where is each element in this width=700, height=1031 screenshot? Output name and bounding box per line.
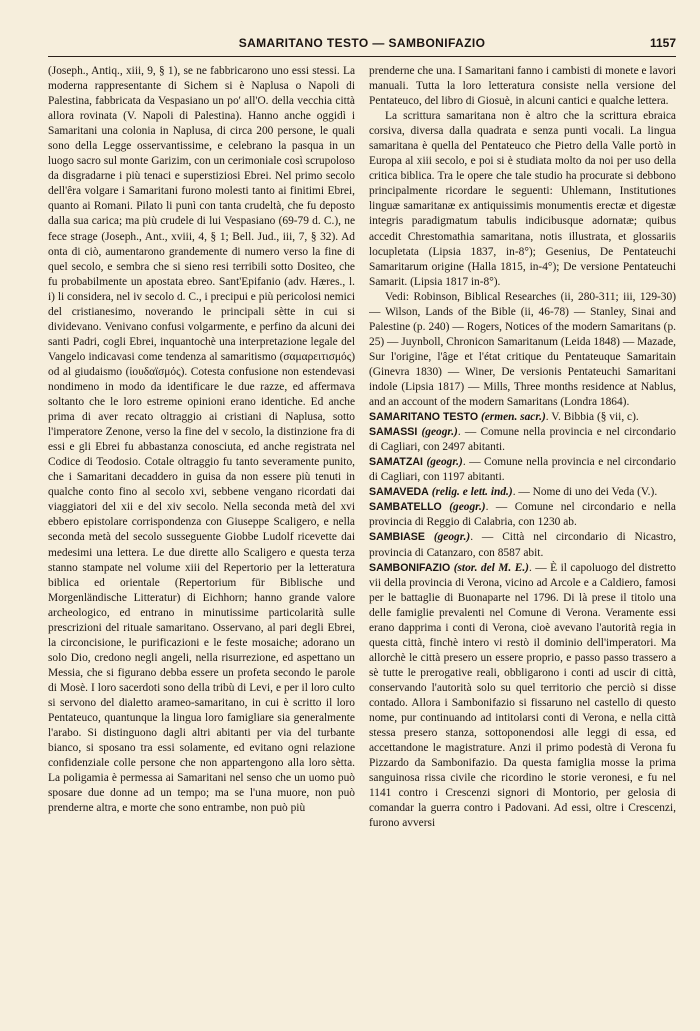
entry-label: (geogr.): [426, 456, 463, 469]
dictionary-entry: [369, 500, 676, 530]
entry-text: . — Nome di uno dei Veda (V.).: [512, 486, 658, 499]
page-header: [48, 36, 676, 57]
dictionary-entry: [369, 561, 676, 832]
running-head: SAMARITANO TESTO — SAMBONIFAZIO: [238, 36, 486, 50]
entry-label: (ermen. sacr.): [480, 411, 546, 424]
dictionary-entry: [369, 530, 676, 560]
entry-label: (relig. e lett. ind.): [431, 486, 513, 499]
entry-headword: SAMBIASE: [369, 531, 425, 544]
entry-headword: SAMBONIFAZIO: [369, 561, 451, 574]
right-column: [369, 64, 676, 1019]
entry-headword: SAMATZAI: [369, 456, 423, 469]
entry-text: . — Città nel circondario di Nicastro, provincia di Catanzaro, con 8587 abit.: [369, 531, 676, 559]
entry-headword: SAMARITANO TESTO: [369, 411, 479, 424]
page-number: 1157: [649, 36, 676, 50]
entry-label: (geogr.): [433, 531, 471, 544]
entry-text: . — Comune nella provincia e nel circondario di Cagliari, con 2497 abitanti.: [369, 426, 676, 454]
entry-text: . — Comune nella provincia e nel circondario di Cagliari, con 1197 abitanti.: [369, 456, 676, 484]
entry-text: . V. Bibbia (§ vii, c).: [545, 411, 639, 424]
entry-text: . — È il capoluogo del distretto vii della provincia di Verona, vicino ad Arcole e a Caldiero, famosi per le battaglie di Buonaparte nel 1796. Di là prese il titolo una delle famiglie prevalenti nel Comune di Verona. Veramente essi erano dapprima i conti di Verona, cioè avevano l'autorità regia in questa città, finchè intero vi restò il dominio dell'imperatori. Ma allorchè le città presero un essere proprio, e passo passo trassero a sè tutte le prerogative reali, obbligarono i conti ad uscir di città, conservando l'autorità solo su quel territorio che perciò si disse contado. Allora i Sambonifazio si fissaruno nel castello di questo nome, pur continuando ad intitolarsi conti di Verona, e nella città stessa presero stanza, sottoponendosi alle leggi di essa, ed accettandone le magistrature. Anzi il primo podestà di Verona fu Pizzardo da Sambonifazio. Da questa famiglia mosse la prima sanguinosa rissa civile che ricordino le storie veronesi, e fu nel 1141 contro i Crescenzi signori di Montorio, per gelosia di comandar la guerra contro i Padovani. Ad essi, oltre i Crescenzi, furono avversi: [369, 561, 676, 830]
text-columns: [48, 64, 676, 1019]
dictionary-entry: [369, 455, 676, 485]
entry-headword: SAMASSI: [369, 426, 418, 439]
entry-label: (stor. del M. E.): [453, 561, 529, 574]
dictionary-entry: [369, 485, 676, 500]
entry-label: (geogr.): [421, 426, 458, 439]
entry-label: (geogr.): [449, 501, 486, 514]
paragraph: La scrittura samaritana non è altro che la scrittura ebraica corsiva, diversa dalla quadrata e senza punti vocali. La lingua samaritana è quella del Pentateuco che Pietro della Valle portò in Europa al xiii secolo, e poi si è studiata molto da noi per uso della critica biblica. Tra le opere che tale studio ha procurate si debbono principalmente ricordare le seguenti: Uhlemann, Institutiones linguæ samaritanæ ex antiquissimis monumentis erectæ et digestæ integris paradigmatum tabulis indicibusque adornatæ; quibus accedit Chrestomathia samaritana, notis illustrata, et glossariis locupletata (Lipsia 1837, in-8°); Gesenius, De Pentateuchi Samaritarum origine (Halla 1815, in-4°); De versione Pentateuchi Samarit. (Lipsia 1817 in-8°).: [369, 110, 676, 288]
entry-headword: SAMBATELLO: [369, 501, 442, 514]
dictionary-entry: [369, 410, 676, 425]
left-column: [48, 64, 355, 1019]
paragraph: prenderne che una. I Samaritani fanno i cambisti di monete e lavori manuali. Tutta la loro letteratura consiste nella versione del Pentateuco, del libro di Giosuè, in alcuni cantici e qualche lettera.: [369, 65, 676, 108]
dictionary-entry: [369, 425, 676, 455]
paragraph: (Joseph., Antiq., xiii, 9, § 1), se ne fabbricarono uno essi stessi. La moderna rappresentante di Sichem si è Naplusa o Napoli di Palestina, fabbricata da Vespasiano un po' all'O. della vecchia città allora rovinata (V. Napoli di Palestina). Hanno anche oggidì i Samaritani una colonia in Naplusa, di circa 200 persone, le quali sono della Legge osservantissime, e celebrano la pasqua in un luogo sacro sul monte Garizim, con un cerimoniale così scrupoloso da disgradarne i più tenaci e superstiziosi Ebrei. Nel primo secolo dell'êra volgare i Samaritani furono molesti tanto ai finitimi Ebrei, quanto ai Romani. Pilato li punì con tanta crudeltà, che fu deposto dalla sua carica; ma più crudele di lui Vespasiano (69-79 d. C.), ne fece strage (Joseph., Ant., xviii, 4, § 1; Bell. Jud., iii, 7, § 32). Ad onta di ciò, aumentarono grandemente di numero verso la fine di quel secolo, e sembra che si sieno resi terribili sotto Dositeo, che fu probabilmente un apostata ebreo. Sant'Epifanio (adv. Hæres., l. i) li considera, nel iv secolo d. C., i precipui e più pericolosi nemici del cristianesimo, noverando le principali sètte in cui si dividevano. Venivano confusi volgarmente, e perfino da alcuni dei santi Padri, cogli Ebrei, inquantochè una interpretazione legale del Vangelo indicavasi come tendenza al samaritismo (σαμαρειτισμός) od al giudaismo (ἰουδαϊσμός). Cotesta confusione non estendevasi nondimeno in modo da identificare le due razze, ed affermava soltanto che le loro estreme opinioni erano identiche. Ed anche prima di aver recato oltraggio ai cristiani di Naplusa, sotto l'imperatore Zenone, verso la fine del v secolo, la distinzione fra di essi e gli Ebrei fu abbastanza conosciuta, ed anche registrata nel Codice di Teodosio. Cotale oltraggio fu tanto severamente punito, che i Samaritani decaddero in guisa da non essere più tenuti in qualche conto fino al secolo xvi, sebbene vengano ricordati dai viaggiatori del xii e del xiv secolo. Nella seconda metà del xvi ebbero epistolare corrispondenza con Giuseppe Scaligero, e nella seconda metà del secolo susseguente Giobbe Ludolf ricevette dai medesimi una lettera. Le due dirette allo Scaligero e questa terza stanno stampate nel volume xiii del Repertorio per la letteratura biblica ed orientale (Repertorium für Biblische und Morgenländische Litteratur) di Eichhorn; hanno grande valore archeologico, ed entrano in minutissime particolarità sulle prescrizioni del rituale samaritano. Osservano, al pari degli Ebrei, la circoncisione, le purificazioni e le feste mosaiche; adorano un solo Dio, credono negli angeli, nella risurrezione, ed aspettano un Messia, che si figurano debba essere un profeta secondo le parole di Mosè. I loro sacerdoti sono della tribù di Levi, e per il loro culto si servono del dialetto arameo-samaritano, in cui è scritto il loro Pentateuco, quantunque la lingua loro famigliare sia generalmente l'arabo. Si distinguono dagli altri abitanti per via del turbante bianco, si sposano tra essi solamente, ed evitano ogni relazione confidenziale colle persone che non appartengono alla loro sètta. La poligamia è permessa ai Samaritani nel senso che un uomo può sposare due donne ad un tempo; ma se l'una muore, non può prenderne altra, e morte che sono entrambe, non può più: [48, 65, 355, 815]
entry-text: . — Comune nel circondario e nella provincia di Reggio di Calabria, con 1230 ab.: [369, 501, 676, 529]
entry-headword: SAMAVEDA: [369, 486, 429, 499]
paragraph: Vedi: Robinson, Biblical Researches (ii, 280-311; iii, 129-30) — Wilson, Lands of the Bible (ii, 46-78) — Stanley, Sinai and Palestine (p. 240) — Rogers, Notices of the modern Samaritans (p. 25) — Juynboll, Chronicon Samaritanum (Leida 1848) — Mazade, Sur l'origine, l'âge et l'état critique du Pentateuque Samaritain (Ginevra 1830) — Winer, De versionis Pentateuchi Samaritani indole (Lipsia 1817) — Mills, Three months residence at Nablus, and an account of the modern Samaritans (Londra 1864).: [369, 290, 676, 409]
